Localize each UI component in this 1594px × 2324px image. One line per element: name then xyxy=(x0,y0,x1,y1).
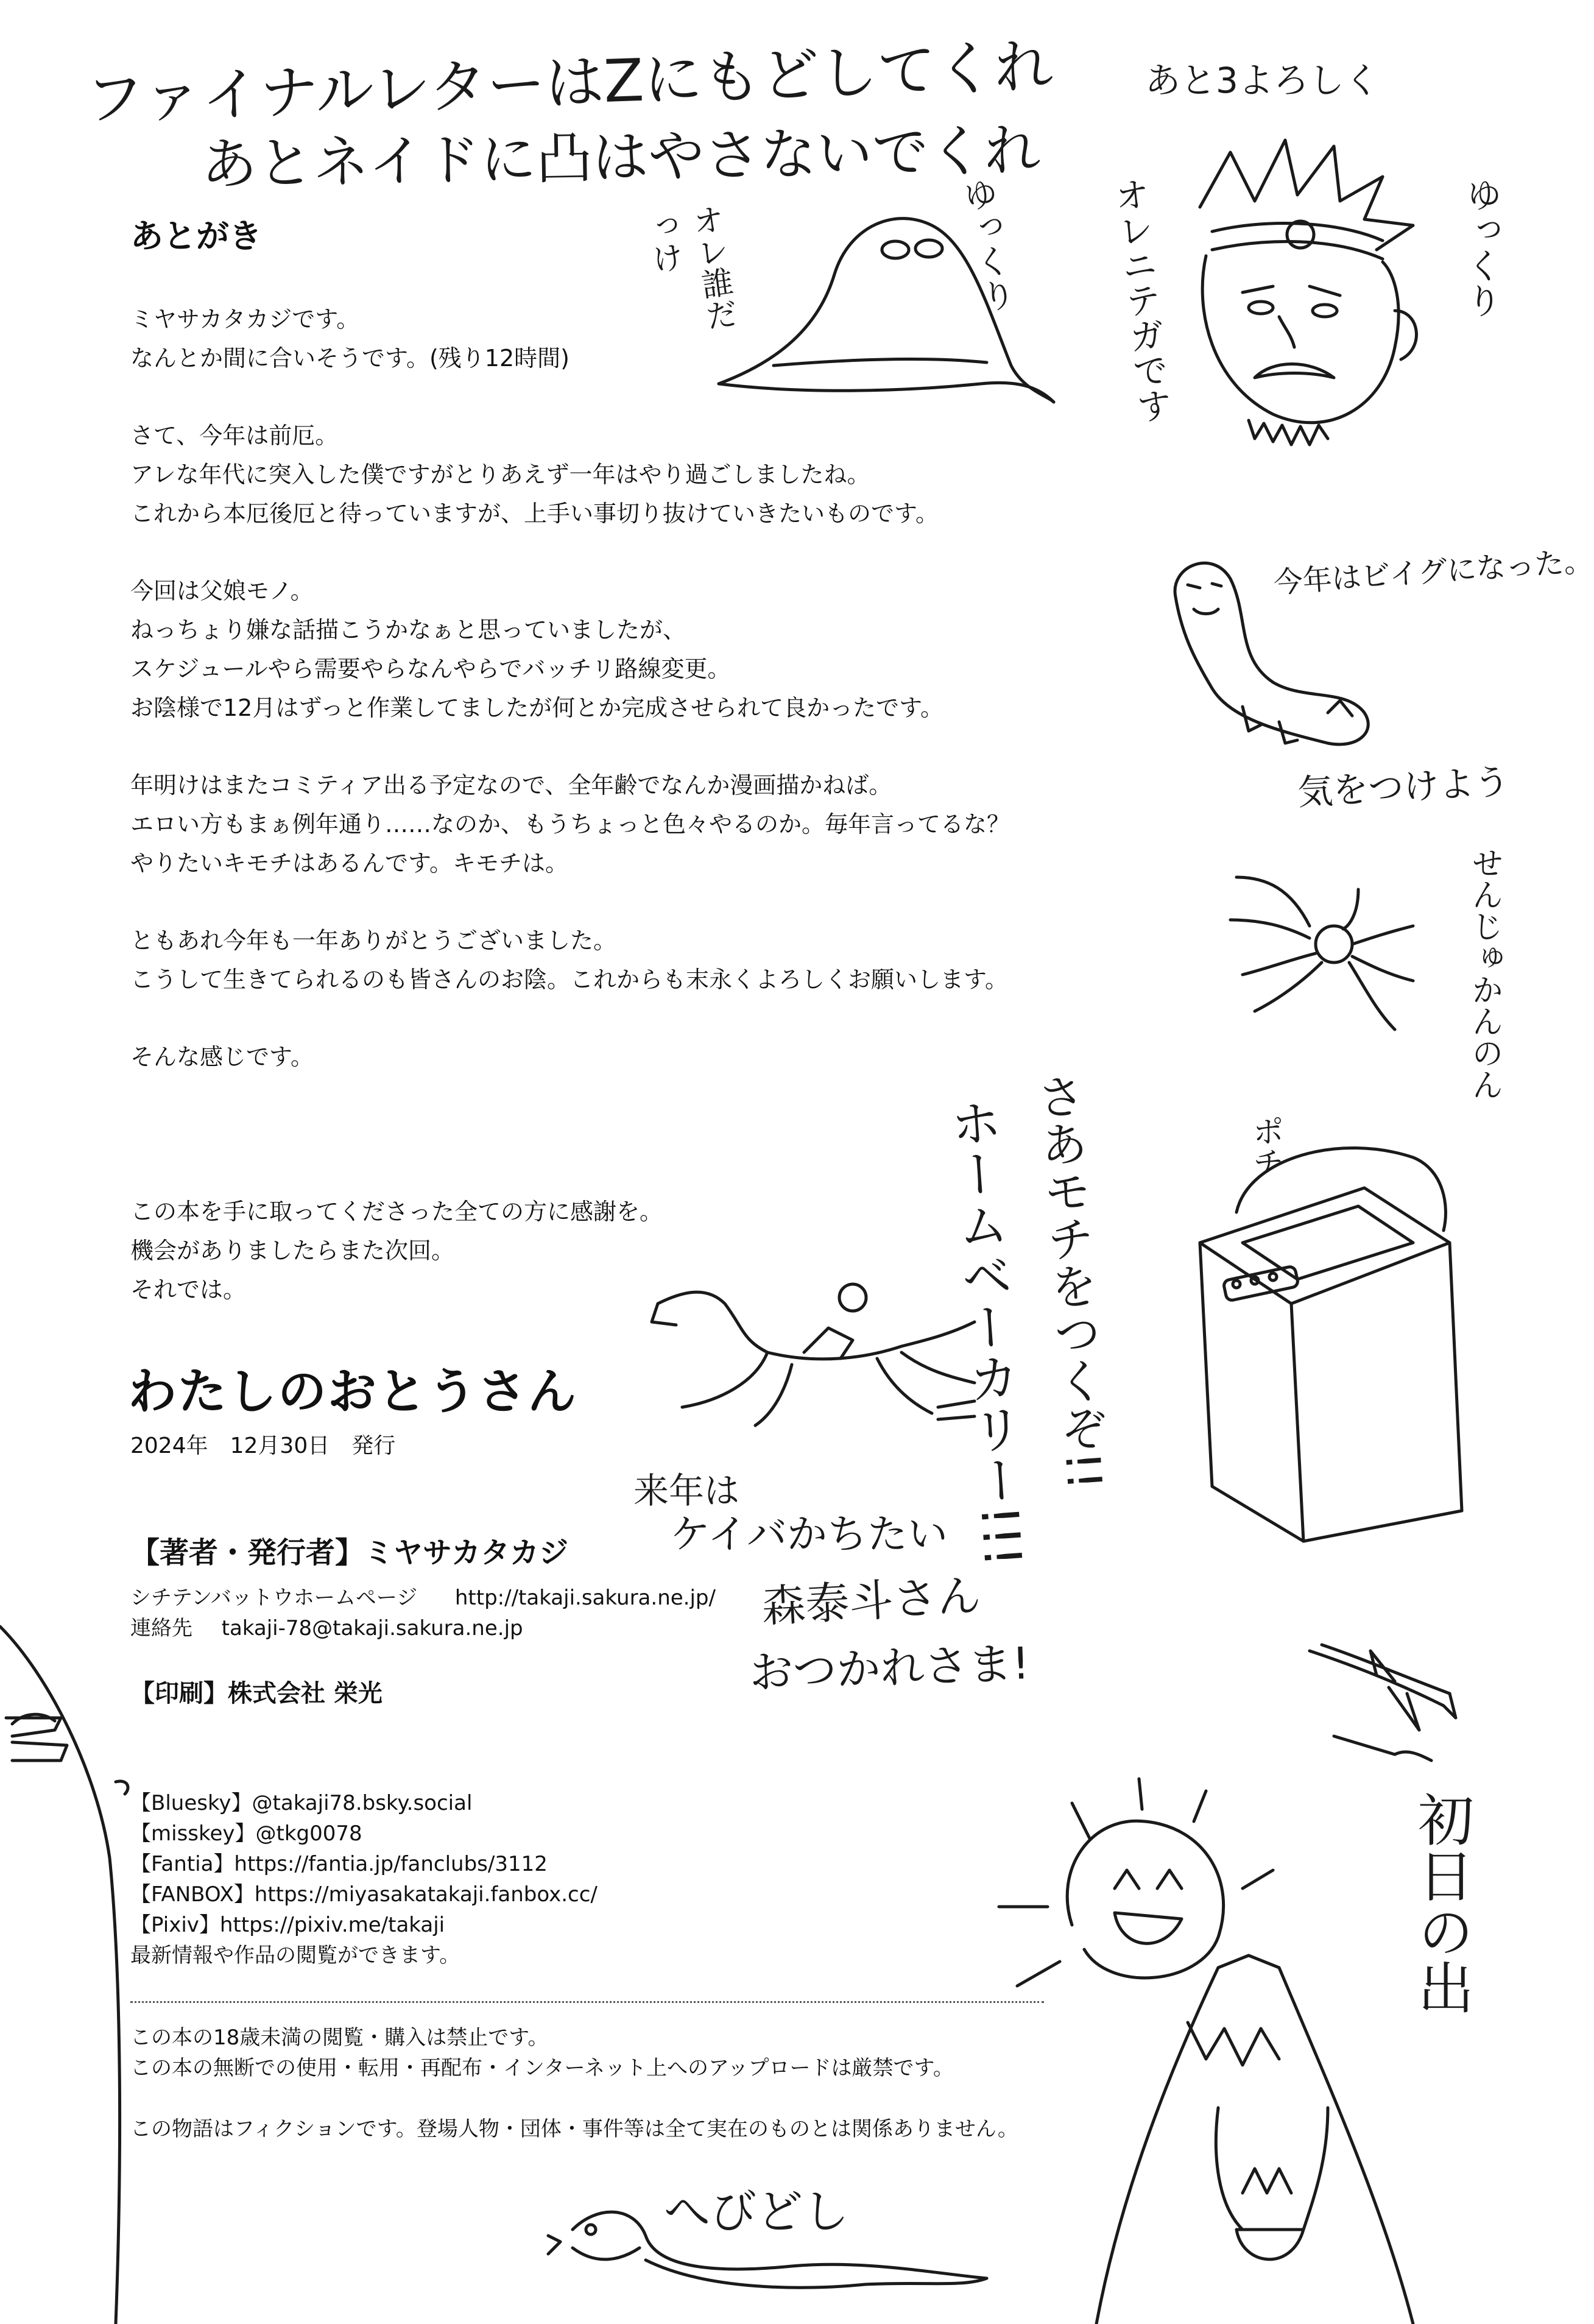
afterword-line: エロい方もまぁ例年通り……なのか、もうちょっと色々やるのか。毎年言ってるな？ xyxy=(130,811,1010,838)
links-note: 最新情報や作品の閲覧ができます。 xyxy=(130,1943,460,1968)
author-line: 【著者・発行者】ミヤサカタカジ xyxy=(130,1536,569,1570)
contact-label: 連絡先 xyxy=(130,1616,192,1641)
afterword-line: 年明けはまたコミティア出る予定なので、全年齢でなんか漫画描かねば。 xyxy=(130,772,892,799)
publish-date: 2024年 12月30日 発行 xyxy=(130,1433,396,1458)
afterword-heading: あとがき xyxy=(130,217,262,255)
horse-note-line2: ケイバかちたい xyxy=(670,1511,948,1558)
afterword-line: そんな感じです。 xyxy=(130,1044,314,1070)
home-bakery-label: ホームベーカリー!!! xyxy=(940,1095,1033,1569)
afterword-paragraph xyxy=(130,571,1215,727)
notices xyxy=(130,2022,954,2083)
morita-line2: おつかれさま! xyxy=(748,1637,1031,1699)
social-link-fantia[interactable]: 【Fantia】https://fantia.jp/fanclubs/3112 xyxy=(130,1852,548,1876)
senju-kannon-sketch xyxy=(1218,853,1437,1048)
afterword-line: これから本厄後厄と待っていますが、上手い事切り抜けていきたいものです。 xyxy=(130,500,939,527)
hebidoshi-label: へびどし xyxy=(664,2184,849,2239)
afterword-paragraph xyxy=(130,921,1215,999)
afterword-line: 今回は父娘モノ。 xyxy=(130,577,314,604)
left-edge-creature-sketch xyxy=(0,1614,134,2324)
afterword-line: アレな年代に突入した僕ですがとりあえず一年はやり過ごしましたね。 xyxy=(130,461,870,488)
afterword-line: なんとか間に合いそうです。(残り12時間) xyxy=(130,345,570,372)
afterword-line: お陰様で12月はずっと作業してましたが何とか完成させられて良かったです。 xyxy=(130,694,944,721)
divider xyxy=(130,2001,1044,2003)
afterword-line: スケジュールやら需要やらなんやらでバッチリ路線変更。 xyxy=(130,655,731,682)
horse-sketch xyxy=(646,1267,987,1450)
printer-line: 【印刷】株式会社 栄光 xyxy=(130,1679,383,1708)
afterword-line: この本を手に取ってくださった全ての方に感謝を。 xyxy=(130,1198,663,1225)
homepage-url[interactable]: http://takaji.sakura.ne.jp/ xyxy=(454,1586,716,1610)
handwritten-top-line2: あとネイドに凸はやさないでくれ xyxy=(200,117,1042,198)
notice-line: この本の無断での使用・転用・再配布・インターネット上へのアップロードは厳禁です。 xyxy=(130,2056,954,2080)
blob-label-left: オレ誰だっけ xyxy=(640,202,739,333)
homepage-row xyxy=(130,1583,716,1613)
hatsuhinode-label: 初日の出 xyxy=(1409,1791,1474,2015)
afterword-paragraph xyxy=(130,766,1215,883)
sausage-note: 今年はビイグになった。 xyxy=(1272,543,1594,601)
afterword-line: やりたいキモチはあるんです。キモチは。 xyxy=(130,850,568,877)
horse-note-line1: 来年は xyxy=(633,1470,740,1511)
afterword-line: さて、今年は前厄。 xyxy=(130,422,339,449)
contact-row xyxy=(130,1613,523,1644)
fiction-note: この物語はフィクションです。登場人物・団体・事件等は全て実在のものとは関係ありません。 xyxy=(130,2117,1018,2141)
social-links xyxy=(130,1788,598,1971)
afterword-line: ミヤサカタカジです。 xyxy=(130,306,360,333)
airplane-sketch xyxy=(1297,1626,1480,1767)
book-title: わたしのおとうさん xyxy=(128,1363,577,1420)
social-link-fanbox[interactable]: 【FANBOX】https://miyasakatakaji.fanbox.cc/ xyxy=(130,1882,598,1907)
afterword-line: こうして生きてられるのも皆さんのお陰。これからも末永くよろしくお願いします。 xyxy=(130,966,1008,993)
home-bakery-sketch xyxy=(1157,1121,1498,1559)
social-link-bluesky[interactable]: 【Bluesky】@takaji78.bsky.social xyxy=(130,1791,473,1815)
angry-face-sketch xyxy=(1188,128,1431,469)
morita-line1: 森泰斗さん xyxy=(760,1569,982,1633)
mochi-label: さあモチをつくぞ!! xyxy=(1028,1070,1112,1492)
notice-line: この本の18歳未満の閲覧・購入は禁止です。 xyxy=(130,2026,549,2050)
senju-kannon-label: せんじゅかんのん xyxy=(1466,847,1503,1100)
afterword-line: 機会がありましたらまた次回。 xyxy=(130,1237,455,1264)
social-link-pixiv[interactable]: 【Pixiv】https://pixiv.me/takaji xyxy=(130,1913,445,1937)
face-label-left: オレニテガです xyxy=(1106,175,1174,426)
afterword-line: ねっちょり嫌な話描こうかなぁと思っていましたが、 xyxy=(130,616,686,643)
blob-label-right: ゆっくり xyxy=(956,174,1018,316)
contact-email[interactable]: takaji-78@takaji.sakura.ne.jp xyxy=(221,1616,523,1641)
handwritten-top-right: あと3よろしく xyxy=(1145,60,1380,101)
homepage-label: シチテンバットウホームページ xyxy=(130,1586,418,1610)
afterword-paragraph xyxy=(130,416,1215,533)
pochi-label: ポチ xyxy=(1247,1115,1283,1178)
afterword-line: それでは。 xyxy=(130,1276,247,1303)
social-link-misskey[interactable]: 【misskey】@tkg0078 xyxy=(130,1821,362,1846)
afterword-paragraph xyxy=(130,1037,1215,1076)
sausage-warn: 気をつけよう xyxy=(1296,760,1511,814)
handwritten-top-line1: ファイナルレターはZにもどしてくれ xyxy=(84,32,1054,134)
face-label-right: ゆっくり xyxy=(1461,177,1502,318)
afterword-line: ともあれ今年も一年ありがとうございました。 xyxy=(130,927,617,954)
